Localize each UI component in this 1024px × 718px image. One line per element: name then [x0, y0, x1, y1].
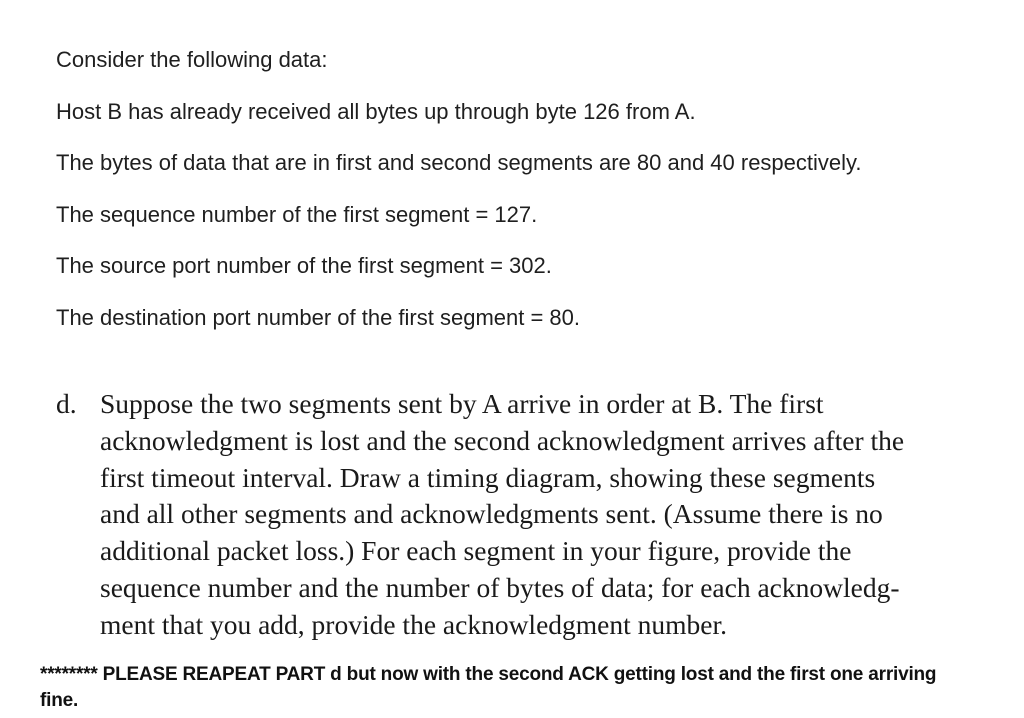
given-data-line-sequence-number: The sequence number of the first segment = 127. — [56, 201, 538, 227]
given-data-heading: Consider the following data: — [56, 47, 328, 72]
question-line: additional packet loss.) For each segment in your figure, provide the — [100, 535, 852, 567]
repeat-request-note — [40, 662, 1000, 714]
question-line: Suppose the two segments sent by A arrive in order at B. The first — [100, 388, 824, 419]
given-data-line-source-port: The source port number of the first segment = 302. — [56, 253, 552, 278]
question-text — [100, 386, 1006, 644]
given-data-line-host-b: Host B has already received all bytes up through byte 126 from A. — [56, 98, 696, 124]
question-line: ment that you add, provide the acknowledgment number. — [100, 608, 727, 640]
question-line: acknowledgment is lost and the second acknowledgment arrives after the — [100, 424, 905, 456]
given-data-line-destination-port: The destination port number of the first segment = 80. — [56, 304, 581, 330]
question-d — [56, 386, 1006, 644]
note-line: fine. — [40, 690, 79, 711]
question-line: sequence number and the number of bytes of data; for each acknowledg- — [100, 571, 900, 603]
question-line: and all other segments and acknowledgments sent. (Assume there is no — [100, 498, 883, 530]
given-data-line-segment-bytes: The bytes of data that are in first and second segments are 80 and 40 respectively. — [56, 150, 862, 175]
question-line: first timeout interval. Draw a timing diagram, showing these segments — [100, 461, 876, 493]
given-data-section — [56, 44, 996, 353]
note-line: ******** PLEASE REAPEAT PART d but now with the second ACK getting lost and the first one arriving — [40, 664, 937, 685]
question-label: d. — [56, 388, 77, 419]
